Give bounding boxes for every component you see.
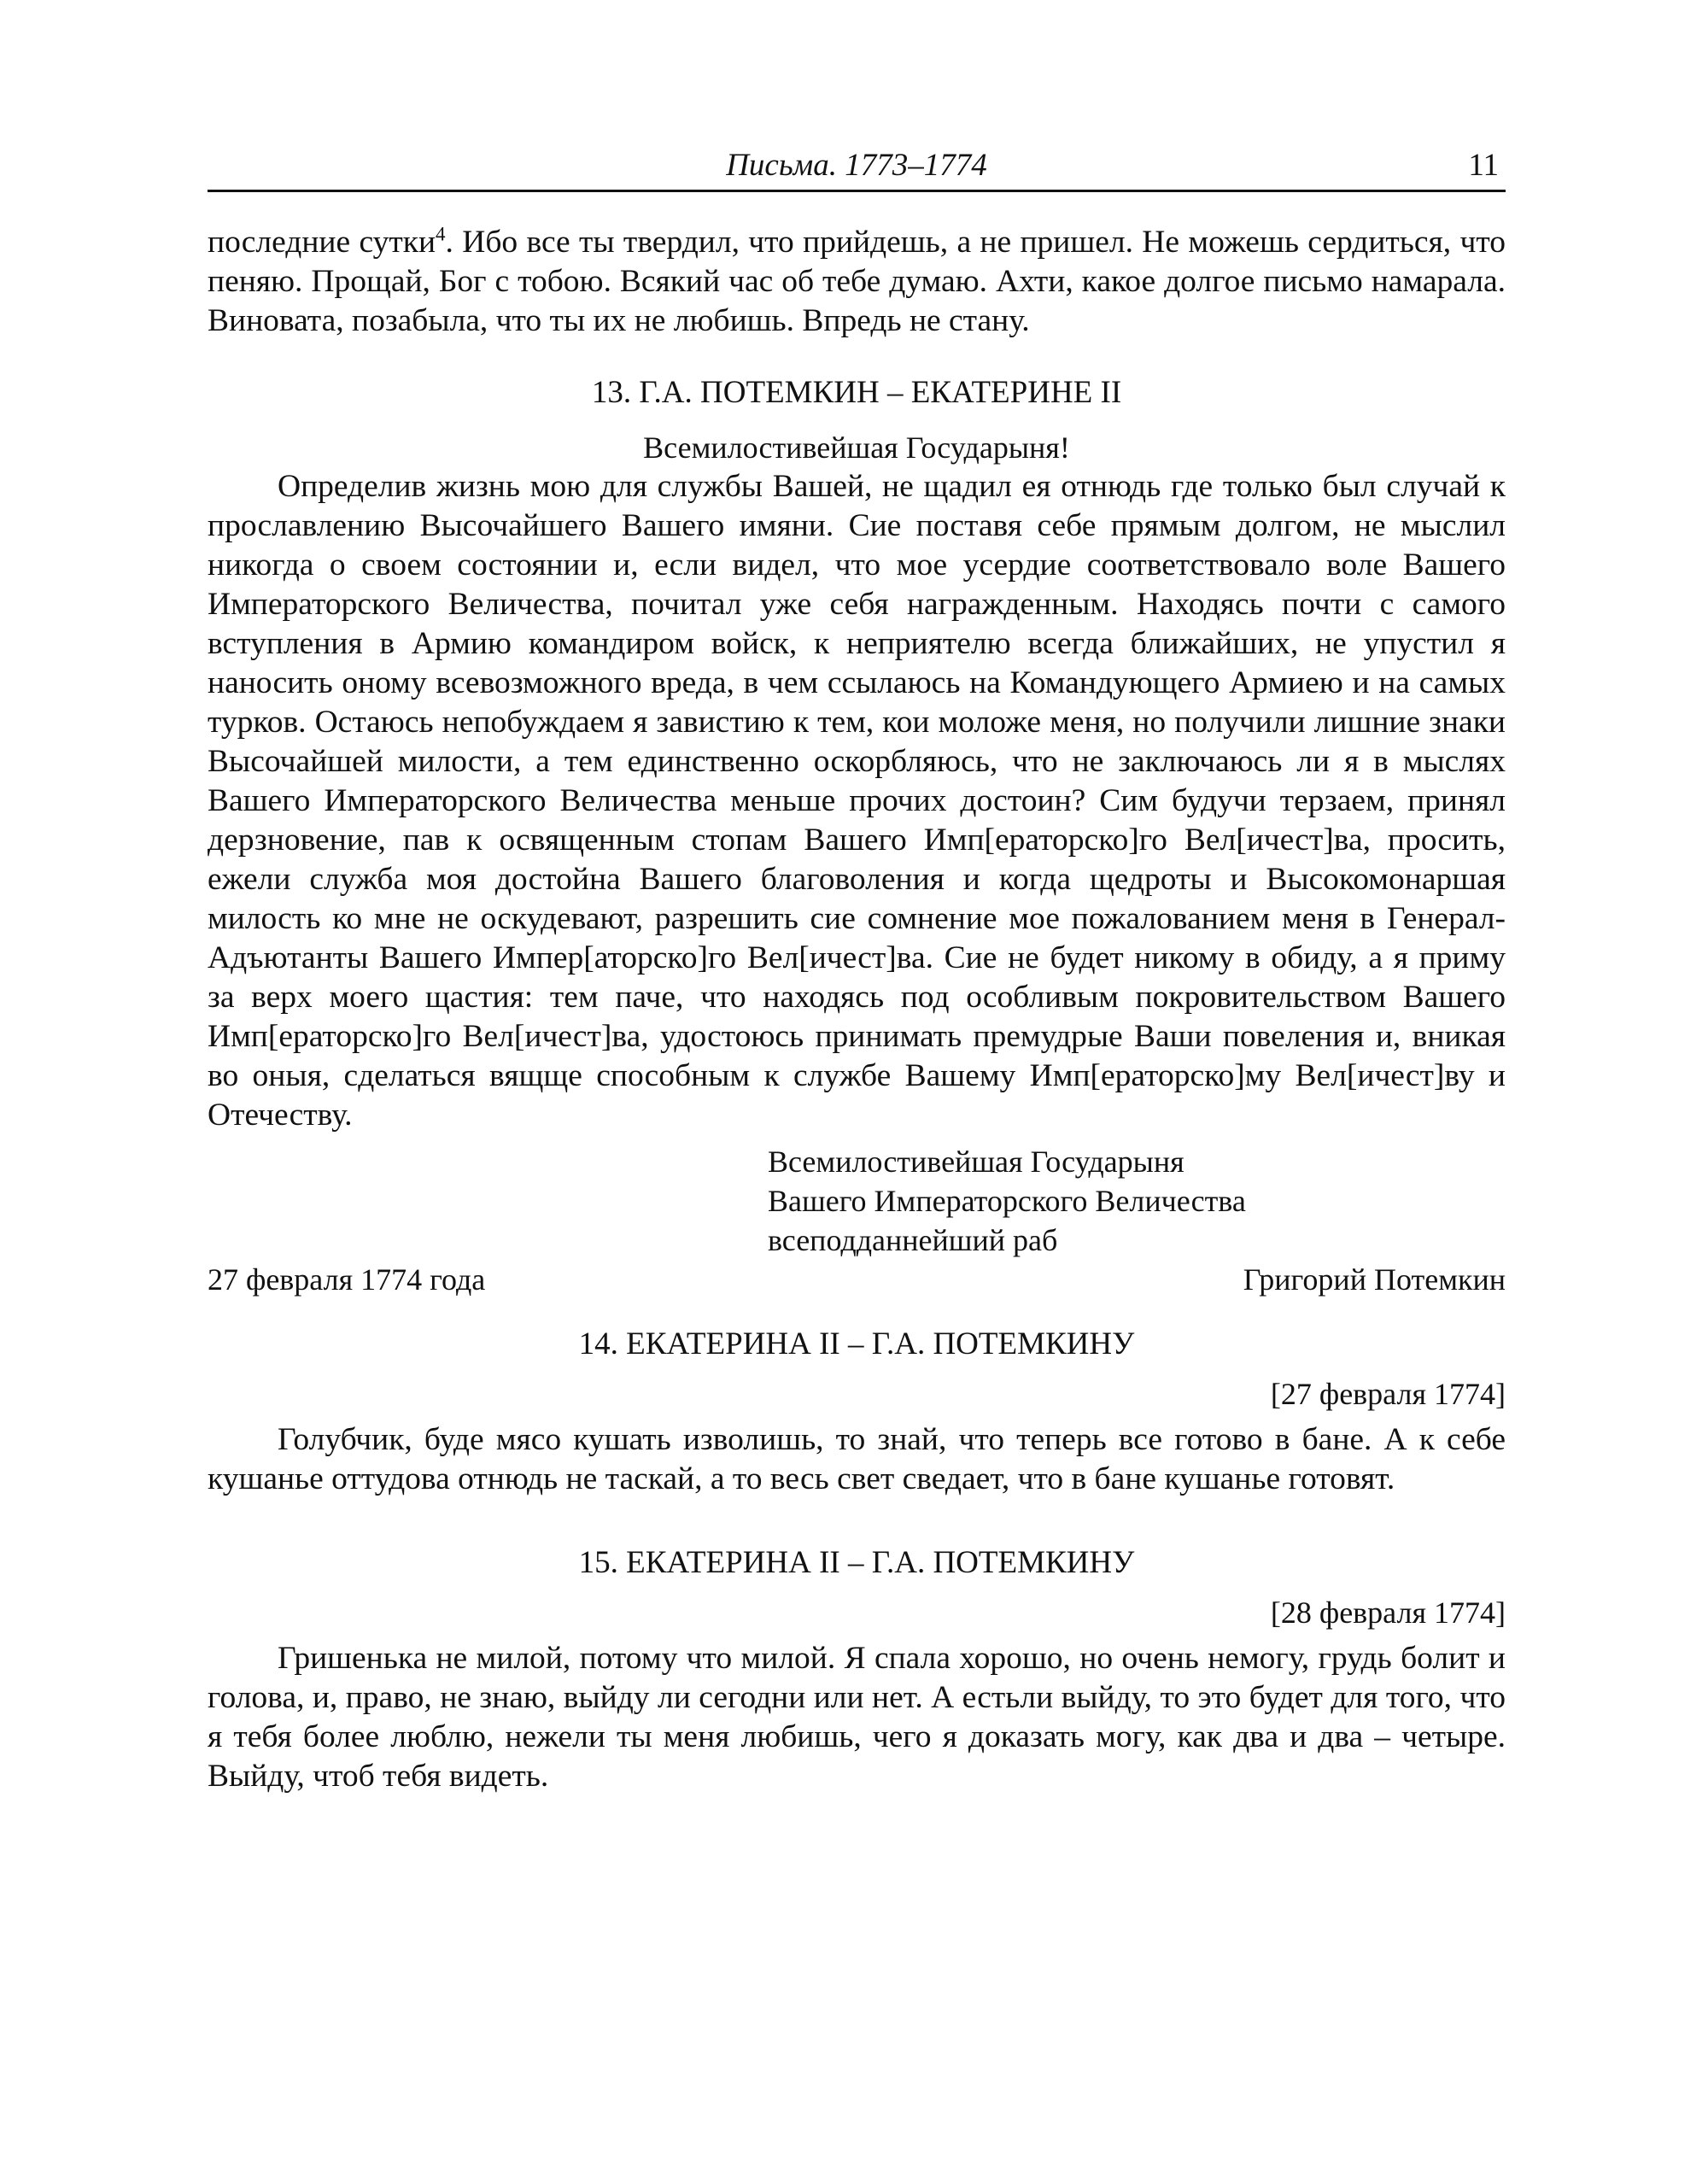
book-page	[208, 128, 1506, 1796]
letter-15-date: [28 февраля 1774]	[1270, 1595, 1506, 1630]
running-title: Письма. 1773–1774	[726, 148, 987, 183]
page-number: 11	[1468, 148, 1499, 183]
letter-15-body: Гришенька не милой, потому что милой. Я спала хорошо, но очень немогу, грудь болит и голова, и, право, не знаю, выйду ли сегодни или нет. А естьли выйду, то это будет для того, что я тебя более люблю, нежели ты меня любишь, чего я доказать могу, как два и два – четыре. Выйду, чтоб тебя видеть.	[208, 1641, 1506, 1794]
letter-15-heading: 15. ЕКАТЕРИНА II – Г.А. ПОТЕМКИНУ	[578, 1545, 1135, 1580]
closing-line: всеподданнейший раб	[768, 1223, 1058, 1257]
continuation-text-end: . Ибо все ты твердил, что прийдешь, а не пришел. Не можешь сердиться, что пеняю. Прощай, Бог с тобою. Всякий час об тебе думаю. Ахти, какое долгое письмо намарала. Виновата, позабыла, что ты их не любишь. Впредь не стану.	[208, 225, 1506, 338]
closing-line: Вашего Императорского Величества	[768, 1184, 1246, 1218]
letter-13-closing	[208, 1142, 1506, 1260]
letter-13-signature: Григорий Потемкин	[1243, 1262, 1506, 1297]
letter-13-date: 27 февраля 1774 года	[208, 1262, 486, 1297]
letter-14-body: Голубчик, буде мясо кушать изволишь, то знай, что теперь все готово в бане. А к себе кушанье оттудова отнюдь не таскай, а то весь свет сведает, что в бане кушанье готовят.	[208, 1422, 1506, 1496]
continuation-text-start: последние сутки	[208, 225, 436, 260]
closing-line: Всемилостивейшая Государыня	[768, 1145, 1184, 1179]
running-header	[208, 128, 1506, 192]
letter-13-heading: 13. Г.А. ПОТЕМКИН – ЕКАТЕРИНЕ II	[591, 375, 1122, 410]
letter-13-body: Определив жизнь мою для службы Вашей, не щадил ея отнюдь где только был случай к прославлению Высочайшего Вашего имяни. Сие поставя себе прямым долгом, не мыслил никогда о своем состоянии и, если видел, что мое усердие соответствовало воле Вашего Императорского Величества, почитал уже себя награжденным. Находясь почти с самого вступления в Армию командиром войск, к неприятелю всегда ближайших, не упустил я наносить оному всевозможного вреда, в чем ссылаюсь на Командующего Армиею и на самых турков. Остаюсь непобуждаем я завистию к тем, кои моложе меня, но получили лишние знаки Высочайшей милости, а тем единственно оскорбляюсь, что не заключаюсь ли я в мыслях Вашего Императорского Величества меньше прочих достоин? Сим будучи терзаем, принял дерзновение, пав к освященным стопам Вашего Имп[ераторско]го Вел[ичест]ва, просить, ежели служба моя достойна Вашего благоволения и когда щедроты и Высокомонаршая милость ко мне не оскудевают, разрешить сие сомнение мое пожалованием меня в Генерал-Адъютанты Вашего Импер[аторско]го Вел[ичест]ва. Сие не будет никому в обиду, а я приму за верх моего щастия: тем паче, что находясь под особливым покровительством Вашего Имп[ераторско]го Вел[ичест]ва, удостоюсь принимать премудрые Ваши повеления и, вникая во оныя, сделаться вящще способным к службе Вашему Имп[ераторско]му Вел[ичест]ву и Отечеству.	[208, 469, 1506, 1133]
footnote-reference: 4	[436, 223, 446, 245]
letter-13-salutation: Всемилостивейшая Государыня!	[643, 430, 1070, 465]
continuation-paragraph	[208, 223, 1506, 341]
letter-13-sign-row	[208, 1260, 1506, 1299]
letter-14-date: [27 февраля 1774]	[1270, 1377, 1506, 1411]
letter-14-heading: 14. ЕКАТЕРИНА II – Г.А. ПОТЕМКИНУ	[578, 1326, 1135, 1361]
